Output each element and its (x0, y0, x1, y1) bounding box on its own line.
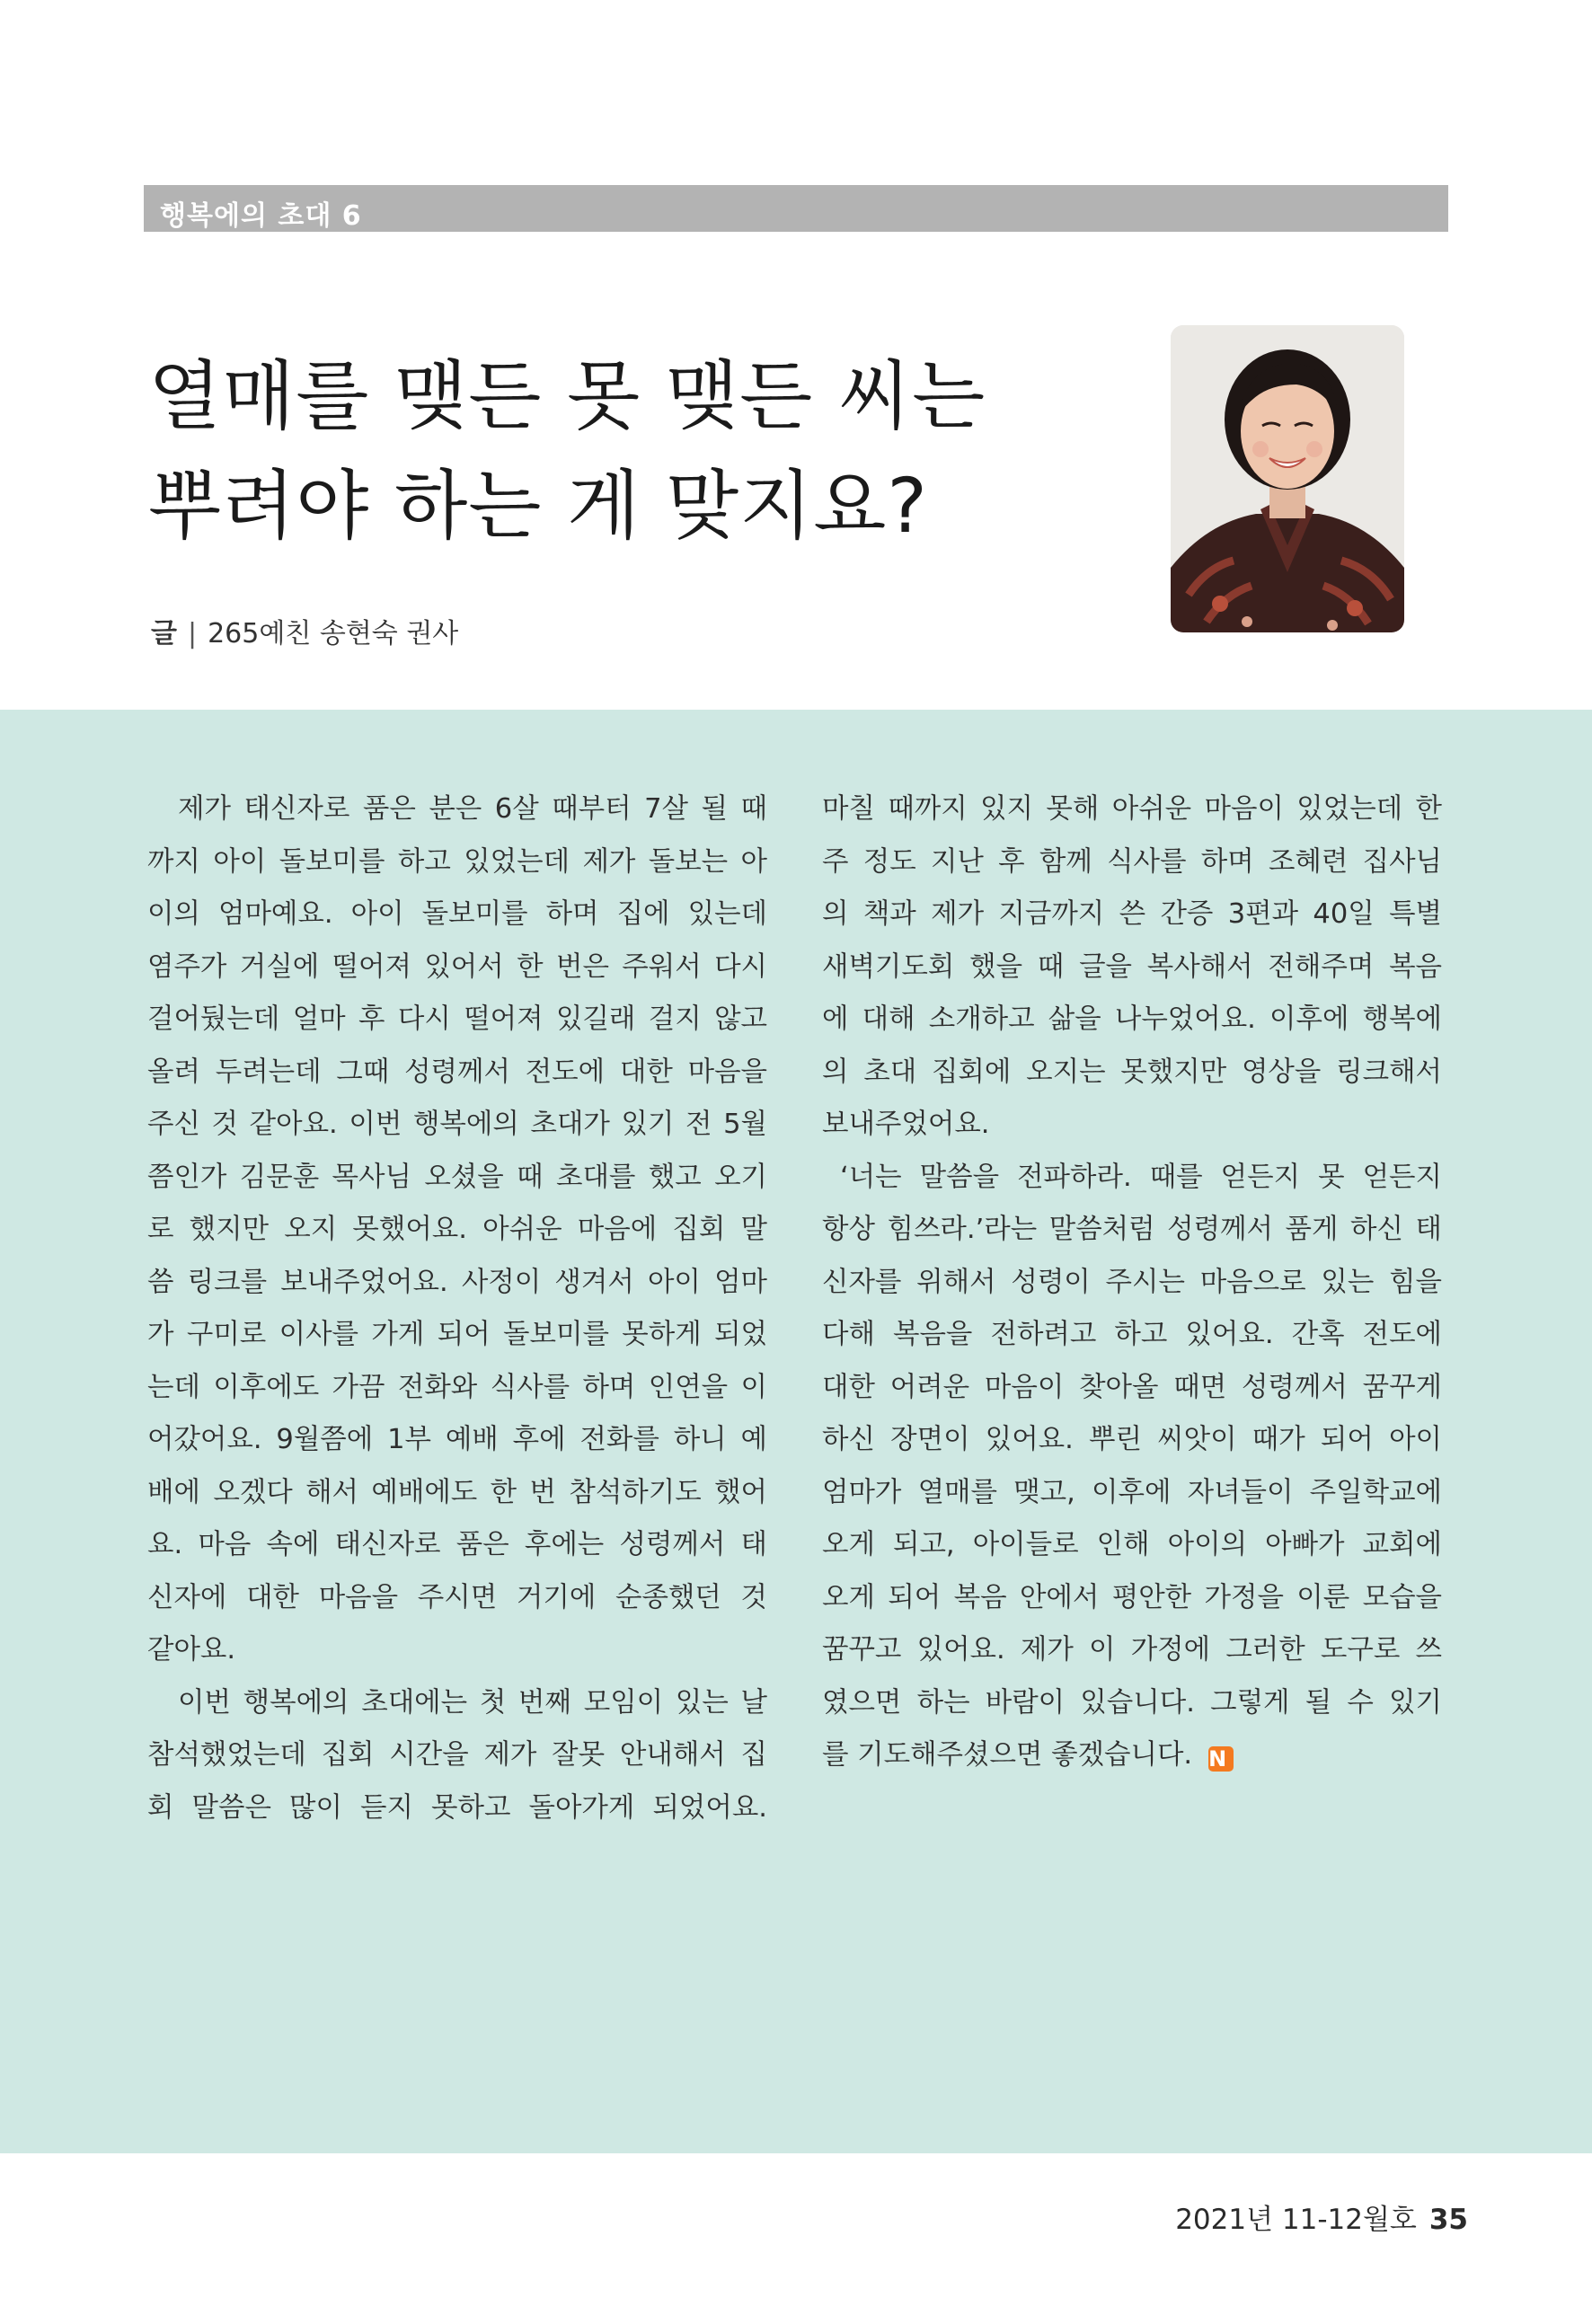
body-line: 제가 태신자로 품은 분은 6살 때부터 7살 될 때 (178, 793, 767, 825)
section-label: 행복에의 초대 6 (160, 200, 362, 232)
body-line: 의 초대 집회에 오지는 못했지만 영상을 링크해서 (822, 1056, 1442, 1088)
body-line: 는데 이후에도 가끔 전화와 식사를 하며 인연을 이 (147, 1371, 767, 1403)
body-column-left (147, 783, 767, 1834)
issue-label: 2021년 11-12월호 (1175, 2204, 1417, 2236)
title-line-2: 뿌려야 하는 게 맞지요? (148, 462, 928, 550)
body-line: 올려 두려는데 그때 성령께서 전도에 대한 마음을 (147, 1056, 767, 1088)
body-column-right (822, 783, 1442, 1782)
body-line: 요. 마음 속에 태신자로 품은 후에는 성령께서 태 (147, 1529, 767, 1560)
body-line: 에 대해 소개하고 삶을 나누었어요. 이후에 행복에 (822, 1003, 1442, 1035)
body-line: 주 정도 지난 후 함께 식사를 하며 조혜련 집사님 (822, 845, 1442, 878)
body-line: 신자를 위해서 성령이 주시는 마음으로 있는 힘을 (822, 1266, 1442, 1298)
body-line: 의 책과 제가 지금까지 쓴 간증 3편과 40일 특별 (822, 898, 1442, 930)
body-line: 를 기도해주셨으면 좋겠습니다. (822, 1739, 1193, 1771)
body-line: 쯤인가 김문훈 목사님 오셨을 때 초대를 했고 오기 (147, 1161, 767, 1193)
body-line: 주신 것 같아요. 이번 행복에의 초대가 있기 전 5월 (147, 1109, 767, 1140)
body-line: 다해 복음을 전하려고 하고 있어요. 간혹 전도에 (822, 1319, 1442, 1350)
page-number: 35 (1428, 2204, 1468, 2236)
body-line: 보내주었어요. (822, 1109, 990, 1140)
page-footer (1175, 2196, 1468, 2237)
body-line: ‘너는 말씀을 전파하라. 때를 얻든지 못 얻든지 (840, 1161, 1442, 1193)
body-line: 새벽기도회 했을 때 글을 복사해서 전해주며 복음 (822, 950, 1442, 983)
body-line: 대한 어려운 마음이 찾아올 때면 성령께서 꿈꾸게 (822, 1371, 1442, 1403)
body-line: 오게 되고, 아이들로 인해 아이의 아빠가 교회에 (822, 1529, 1442, 1560)
body-line-final (822, 1729, 1442, 1782)
body-line: 같아요. (147, 1634, 236, 1666)
article-title (148, 341, 1092, 561)
body-line: 까지 아이 돌보미를 하고 있었는데 제가 돌보는 아 (147, 845, 767, 878)
byline-label: 글 (151, 618, 177, 649)
byline (151, 611, 458, 650)
author-photo (1171, 325, 1404, 632)
body-line: 로 했지만 오지 못했어요. 아쉬운 마음에 집회 말 (147, 1214, 767, 1245)
end-mark-n-icon: N (1208, 1746, 1234, 1772)
body-line: 마칠 때까지 있지 못해 아쉬운 마음이 있었는데 한 (822, 793, 1442, 825)
body-line: 오게 되어 복음 안에서 평안한 가정을 이룬 모습을 (822, 1581, 1442, 1613)
title-line-1: 열매를 맺든 못 맺든 씨는 (148, 352, 986, 440)
body-line: 염주가 거실에 떨어져 있어서 한 번은 주워서 다시 (147, 950, 767, 983)
body-line: 가 구미로 이사를 가게 되어 돌보미를 못하게 되었 (147, 1319, 767, 1350)
body-line: 였으면 하는 바람이 있습니다. 그렇게 될 수 있기 (822, 1686, 1442, 1719)
body-line: 배에 오겠다 해서 예배에도 한 번 참석하기도 했어 (147, 1476, 767, 1508)
body-line: 이번 행복에의 초대에는 첫 번째 모임이 있는 날 (178, 1686, 767, 1719)
body-line: 하신 장면이 있어요. 뿌린 씨앗이 때가 되어 아이 (822, 1424, 1442, 1455)
byline-separator: | (187, 618, 198, 649)
body-line: 엄마가 열매를 맺고, 이후에 자녀들이 주일학교에 (822, 1476, 1442, 1508)
body-line: 이의 엄마예요. 아이 돌보미를 하며 집에 있는데 (147, 898, 767, 930)
body-line: 꿈꾸고 있어요. 제가 이 가정에 그러한 도구로 쓰 (822, 1634, 1442, 1666)
body-line: 신자에 대한 마음을 주시면 거기에 순종했던 것 (147, 1581, 767, 1613)
body-line: 걸어뒀는데 얼마 후 다시 떨어져 있길래 걸지 않고 (147, 1003, 767, 1035)
body-line: 씀 링크를 보내주었어요. 사정이 생겨서 아이 엄마 (147, 1266, 767, 1298)
body-line: 참석했었는데 집회 시간을 제가 잘못 안내해서 집 (147, 1739, 767, 1771)
body-line: 회 말씀은 많이 듣지 못하고 돌아가게 되었어요. (147, 1791, 767, 1824)
body-line: 항상 힘쓰라.’라는 말씀처럼 성령께서 품게 하신 태 (822, 1214, 1442, 1245)
section-header-bar (144, 185, 1448, 232)
body-line: 어갔어요. 9월쯤에 1부 예배 후에 전화를 하니 예 (147, 1424, 767, 1455)
byline-author: 265예친 송현숙 권사 (208, 618, 459, 649)
